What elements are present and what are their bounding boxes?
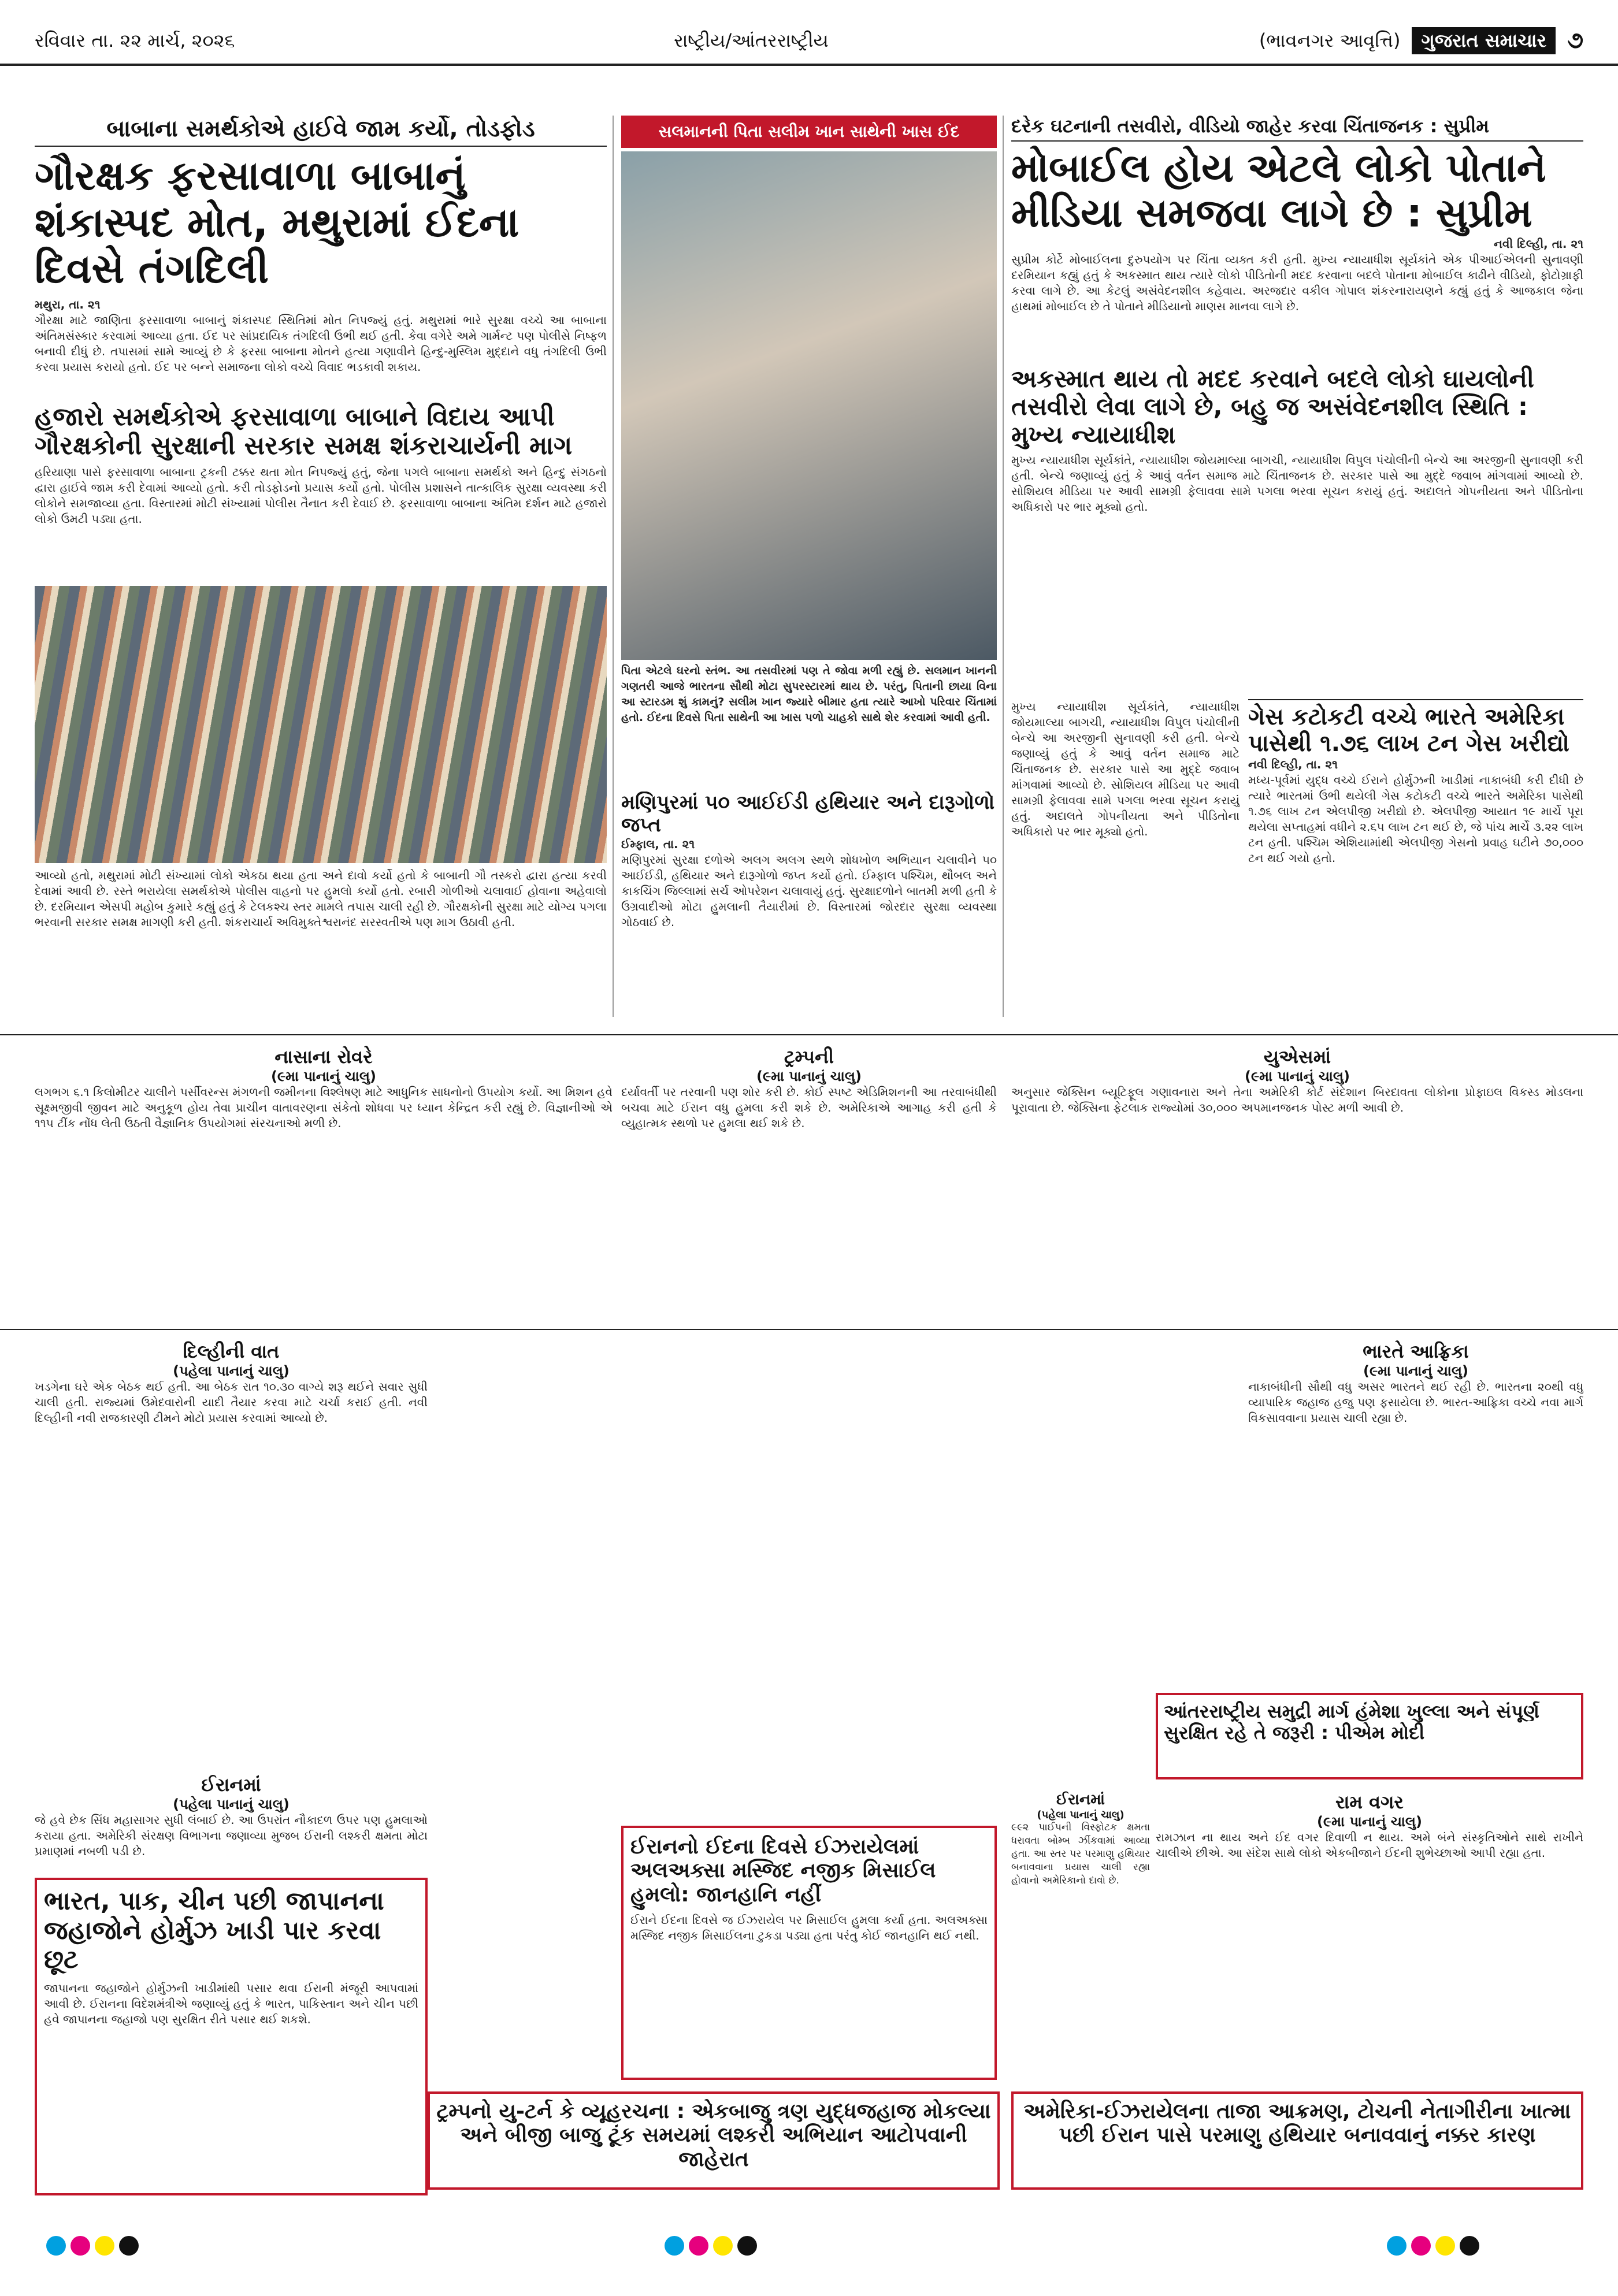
cont-body: ૯૯૨ પાઈપની વિસ્ફોટક ક્ષમતા ધરાવતા બોમ્બ ઝીંકવામાં આવ્યા હતા. આ સ્તર પર પરમાણુ હથિયાર બનાવવાના પ્રયાસ ચાલી રહ્યા હોવાનો અમેરિકાનો દાવો છે. (1011, 1822, 1150, 1886)
supreme-body-1: સુપ્રીમ કોર્ટે મોબાઈલના દુરુપયોગ પર ચિંતા વ્યક્ત કરી હતી. મુખ્ય ન્યાયાધીશ સૂર્યકાંતે એક પીઆઈએલની સુનાવણી દરમિયાન કહ્યું હતું કે અકસ્માત થાય ત્યારે લોકો પીડિતોની મદદ કરવાના બદલે પોતાના મોબાઈલ કાઢીને વીડિયો, ફોટોગ્રાફી કરવા લાગે છે. આ કેટલું અસંવેદનશીલ કહેવાય. અરજદાર વકીલ ગોપાલ શંકરનારાયણને કહ્યું હતું કે આજકાલ જેના હાથમાં મોબાઈલ છે તે પોતાને મીડિયાનો માણસ માનવા લાગે છે. (1011, 252, 1583, 314)
left-dateline: મથુરા, તા. ૨૧ (35, 297, 101, 311)
left-kicker: બાબાના સમર્થકોએ હાઈવે જામ કર્યો, તોડફોડ (35, 116, 607, 147)
cont-title: ઈરાનમાં (201, 1774, 261, 1796)
cont-title: રામ વગર (1335, 1791, 1404, 1813)
cont-title: યુએસમાં (1263, 1046, 1331, 1068)
attack-box (1011, 2091, 1583, 2190)
header-rule (0, 64, 1618, 66)
gas-story (1248, 699, 1583, 1023)
gas-dateline: નવી દિલ્હી, તા. ૨૧ (1248, 757, 1338, 771)
supreme-body-2: મુખ્ય ન્યાયાધીશ સૂર્યકાંતે, ન્યાયાધીશ જોયમાલ્યા બાગચી, ન્યાયાધીશ વિપુલ પંચોલીની બેન્ચે આ અરજીની સુનાવણી કરી હતી. બેન્ચે જણાવ્યું હતું કે આવું વર્તન સમાજ માટે ચિંતાજનક છે. સરકાર પાસે આ મુદ્દે જવાબ માંગવામાં આવ્યો છે. સોશિયલ મીડિયા પર આવી સામગ્રી ફેલાવવા સામે પગલા ભરવા સૂચન કરાયું હતું. અદાલતે ગોપનીયતા અને પીડિતોના અધિકારો પર ભાર મૂક્યો હતો. (1011, 453, 1583, 514)
cont-iran-right (1011, 1791, 1150, 2091)
header-date: રવિવાર તા. ૨૨ માર્ચ, ૨૦૨૬ (35, 29, 235, 51)
fold-rule (0, 1034, 1618, 1035)
left-subhead: હજારો સમર્થકોએ ફરસાવાળા બાબાને વિદાય આપી ગૌરક્ષકોની સુરક્ષાની સરકાર સમક્ષ શંકરાચાર્યની માગ (35, 402, 573, 461)
left-body-2: હરિયાણા પાસે ફરસાવાળા બાબાના ટ્રકની ટક્કર થતા મોત નિપજ્યું હતું, જેના પગલે બાબાના સમર્થકો અને હિન્દુ સંગઠનો દ્વારા હાઈવે જામ કરી દેવામાં આવ્યો હતો. કરી તોડફોડનો પ્રયાસ કર્યો હતો. પોલીસ પ્રશાસને તાત્કાલિક સુરક્ષા વ્યવસ્થા કરી લોકોને સમજાવ્યા હતા. વિસ્તારમાં મોટી સંખ્યામાં પોલીસ તૈનાત કરી દેવાઈ છે. ફરસાવાળા બાબાના અંતિમ દર્શન માટે હજારો લોકો ઉમટી પડ્યા હતા. (35, 465, 607, 526)
cont-title: દિલ્હીની વાત (183, 1340, 280, 1362)
print-color-bar-center (665, 2236, 953, 2265)
gas-body: મધ્ય-પૂર્વમાં યુદ્ધ વચ્ચે ઈરાને હોર્મુઝની ખાડીમાં નાકાબંધી કરી દીધી છે ત્યારે ભારતમાં ઉભી થયેલી ગેસ કટોકટી વચ્ચે ભારતે અમેરિકા પાસેથી ૧.૭૬ લાખ ટન એલપીજી ખરીદ્યો છે. એલપીજી આયાત ૧૯ માર્ચે પૂરા થયેલા સપ્તાહમાં વધીને ૨.૬૫ લાખ ટન થઈ છે, જે પાંચ માર્ચે ૩.૨૨ લાખ ટન હતી. પશ્ચિમ એશિયામાંથી એલપીજી ગેસનો પ્રવાહ ઘટીને ૭૦,૦૦૦ ટન થઈ ગયો હતો. (1248, 773, 1583, 865)
cont-title: નાસાના રોવરે (274, 1046, 373, 1068)
hormuz-body: જાપાનના જહાજોને હોર્મુઝની ખાડીમાંથી પસાર થવા ઈરાની મંજૂરી આપવામાં આવી છે. ઈરાનના વિદેશમંત્રીએ જણાવ્યું હતું કે ભારત, પાકિસ્તાન અને ચીન પછી હવે જાપાનના જહાજો પણ સુરક્ષિત રીતે પસાર થઈ શકશે. (44, 1981, 418, 2026)
hormuz-box (35, 1878, 428, 2195)
left-headline: ગૌરક્ષક ફરસાવાળા બાબાનું શંકાસ્પદ મોત, મથુરામાં ઈદના દિવસે તંગદિલી (35, 152, 519, 292)
manipur-body: મણિપુરમાં સુરક્ષા દળોએ અલગ અલગ સ્થળે શોધખોળ અભિયાન ચલાવીને ૫૦ આઈઈડી, હથિયાર અને દારૂગોળો જપ્ત કર્યો હતો. ઈમ્ફાલ પશ્ચિમ, થૌબલ અને કાકચિંગ જિલ્લામાં સર્ચ ઓપરેશન ચલાવાયું હતું. સુરક્ષાદળોને બાતમી મળી હતી કે ઉગ્રવાદીઓ મોટા હુમલાની તૈયારીમાં છે. વિસ્તારમાં જોરદાર સુરક્ષા વ્યવસ્થા ગોઠવાઈ છે. (621, 853, 997, 930)
gas-headline: ગેસ કટોકટી વચ્ચે ભારતે અમેરિકા પાસેથી ૧.૭૬ લાખ ટન ગેસ ખરીદ્યો (1248, 699, 1583, 757)
header-right (1063, 27, 1583, 54)
left-story (35, 116, 607, 1040)
photo-caption: પિતા એટલે ઘરનો સ્તંભ. આ તસવીરમાં પણ તે જોવા મળી રહ્યું છે. સલમાન ખાનની ગણતરી આજે ભારતના સૌથી મોટા સુપરસ્ટારમાં થાય છે. પરંતુ, પિતાની છાયા વિના આ સ્ટારડમ શું કામનું? સલીમ ખાન જ્યારે બીમાર હતા ત્યારે આખો પરિવાર ચિંતામાં હતો. ઈદના દિવસે પિતા સાથેની આ ખાસ પળો ચાહકો સાથે શેર કરવામાં આવી હતી. (621, 664, 997, 724)
cont-body: નાકાબંધીની સૌથી વધુ અસર ભારતને થઈ રહી છે. ભારતના ૨૦થી વધુ વ્યાપારિક જહાજ હજુ પણ ફસાયેલા છે. ભારત-આફ્રિકા વચ્ચે નવા માર્ગ વિકસાવવાના પ્રયાસ ચાલી રહ્યા છે. (1248, 1380, 1583, 1425)
cont-from: (પહેલા પાનાનું ચાલુ) (173, 1796, 290, 1812)
cont-body: અનુસાર જેક્સિન બ્યૂટિફૂલ ગણાવનારા અને તેના અમેરિકી કોર્ટ સંદેશાન બિરદાવતા લોકોના પ્રોફાઇલ વિકસ્ડ મોડલના પૂરાવાતા છે. જેક્સિના ફેટલાક રાજ્યોમાં ૩૦,૦૦૦ અપમાનજનક પોસ્ટ મળી આવી છે. (1011, 1085, 1583, 1114)
supreme-story (1011, 116, 1583, 693)
trump-box (428, 2091, 1000, 2190)
cont-body: જે હવે છેક સિંધ મહાસાગર સુધી લંબાઈ છે. આ ઉપરાંત નૌકાદળ ઉપર પણ હુમલાઓ કરાયા હતા. અમેરિકી સંરક્ષણ વિભાગના જણાવ્યા મુજબ ઈરાની લશ્કરી ક્ષમતા મોટા પ્રમાણમાં નબળી પડી છે. (35, 1813, 428, 1858)
cont-title: ઈરાનમાં (1056, 1791, 1105, 1808)
israel-headline: ઈરાનનો ઈદના દિવસે ઈઝરાયેલમાં અલઅક્સા મસ્જિદ નજીક મિસાઈલ હુમલો: જાનહાનિ નહીં (630, 1835, 936, 1907)
cont-from: (પહેલા પાનાનું ચાલુ) (173, 1363, 290, 1379)
supreme-kicker: દરેક ઘટનાની તસવીરો, વીડિયો જાહેર કરવા ચિંતાજનક : સુપ્રીમ (1011, 116, 1583, 142)
column-rule (1003, 116, 1004, 1017)
supreme-headline: મોબાઈલ હોય એટલે લોકો પોતાને મીડિયા સમજવા લાગે છે : સુપ્રીમ (1011, 145, 1546, 236)
attack-headline: અમેરિકા-ઈઝરાયેલના તાજા આક્રમણ, ટોચની નેતાગીરીના ખાત્મા પછી ઈરાન પાસે પરમાણુ હથિયાર બનાવવાનું નક્કર કારણ (1023, 2100, 1571, 2148)
cont-title: ટ્રમ્પની (784, 1046, 834, 1068)
header-section: રાષ્ટ્રીય/આંતરરાષ્ટ્રીય (674, 29, 829, 51)
pm-box (1156, 1693, 1583, 1779)
cont-africa (1248, 1340, 1583, 1687)
pm-headline: આંતરરાષ્ટ્રીય સમુદ્રી માર્ગ હંમેશા ખુલ્લા અને સંપૂર્ણ સુરક્ષિત રહે તે જરૂરી : પીએમ મોદી (1164, 1700, 1539, 1744)
supreme-body-continued: મુખ્ય ન્યાયાધીશ સૂર્યકાંતે, ન્યાયાધીશ જોયમાલ્યા બાગચી, ન્યાયાધીશ વિપુલ પંચોલીની બેન્ચે આ અરજીની સુનાવણી કરી હતી. બેન્ચે જણાવ્યું હતું કે આવું વર્તન સમાજ માટે ચિંતાજનક છે. સરકાર પાસે આ મુદ્દે જવાબ માંગવામાં આવ્યો છે. સોશિયલ મીડિયા પર આવી સામગ્રી ફેલાવવા સામે પગલા ભરવા સૂચન કરાયું હતું. અદાલતે ગોપનીયતા અને પીડિતોના અધિકારો પર ભાર મૂક્યો હતો. (1011, 700, 1240, 838)
hormuz-headline: ભારત, પાક, ચીન પછી જાપાનના જહાજોને હોર્મુઝ ખાડી પાર કરવા છૂટ (44, 1886, 384, 1975)
print-color-bar-right (1387, 2236, 1595, 2265)
page-header (35, 23, 1583, 58)
manipur-story (621, 792, 997, 1023)
cont-title: ભારતે આફ્રિકા (1363, 1340, 1469, 1362)
left-body-1: ગૌરક્ષા માટે જાણિતા ફરસાવાળા બાબાનું શંકાસ્પદ સ્થિતિમાં મોત નિપજ્યું હતું. મથુરામાં ભારે સુરક્ષા વચ્ચે આ બાબાના અંતિમસંસ્કાર કરવામાં આવ્યા હતા. ઈદ પર સાંપ્રદાયિક તંગદિલી ઉભી થઈ હતી. કેવા વગેરે અમે ગાર્મન્ટ પણ પોલીસે નિષ્ફળ બનાવી દીધું છે. તપાસમાં સામે આવ્યું છે કે ફરસા બાબાના મોતને હત્યા ગણાવીને હિન્દુ-મુસ્લિમ મુદ્દાને વધુ તંગદિલી ઉભી કરવા પ્રયાસ કરાયો હતો. ઈદ પર બન્ને સમાજના લોકો વચ્ચે વિવાદ ભડકાવી શકાય. (35, 313, 607, 374)
supreme-lower-text-area (1011, 699, 1240, 1023)
cont-body: દર્યાવર્તી પર તરવાની પણ શોર કરી છે. કોઈ સ્પષ્ટ એડિમિશનની આ તરવાબંધીથી બચવા માટે ઈરાન વધુ હુમલા કરી શકે છે. અમેરિકાએ આગાહ કરી હતી કે વ્યુહાત્મક સ્થળો પર હુમલા થઈ શકે છે. (621, 1085, 997, 1130)
cont-body: રામઝાન ના થાય અને ઈદ વગર દિવાળી ન થાય. અમે બંને સંસ્કૃતિઓને સાથે રાખીને ચાલીએ છીએ. આ સંદેશ સાથે લોકો એકબીજાને ઈદની શુભેચ્છાઓ આપી રહ્યા હતા. (1156, 1830, 1583, 1860)
supreme-subhead: અકસ્માત થાય તો મદદ કરવાને બદલે લોકો ઘાયલોની તસવીરો લેવા લાગે છે, બહુ જ અસંવેદનશીલ સ્થિતિ : મુખ્ય ન્યાયાધીશ (1011, 365, 1534, 449)
cont-ram (1156, 1791, 1583, 2091)
newspaper-logo: ગુજરાત સમાચાર (1412, 27, 1556, 54)
cont-delhi (35, 1340, 428, 1762)
cont-from: (૯મા પાનાનું ચાલુ) (756, 1068, 862, 1084)
section-rule (0, 1329, 1618, 1330)
cont-from: (પહેલા પાનાનું ચાલુ) (1037, 1809, 1125, 1821)
print-color-bar-left (46, 2236, 335, 2265)
cont-body: ખડગેના ઘરે એક બેઠક થઈ હતી. આ બેઠક રાત ૧૦.૩૦ વાગ્યે શરૂ થઈને સવાર સુધી ચાલી હતી. રાજ્યમાં ઉમેદવારોની યાદી તૈયાર કરવા માટે ચર્ચા કરાઈ હતી. નવી દિલ્હીની નવી રાજકારણી ટીમને મોટો પ્રયાસ કરવામાં આવ્યો છે. (35, 1380, 428, 1425)
photo-banner: સલમાનની પિતા સલીમ ખાન સાથેની ખાસ ઈદ (621, 116, 997, 148)
trump-headline: ટ્રમ્પનો યુ-ટર્ન કે વ્યૂહરચના : એકબાજુ ત્રણ યુદ્ધજહાજ મોકલ્યા અને બીજી બાજુ ટૂંક સમયમાં લશ્કરી અભિયાન આટોપવાની જાહેરાત (436, 2100, 991, 2171)
cont-nasa (35, 1046, 613, 1323)
left-body-3: આવ્યો હતો, મથુરામાં મોટી સંખ્યામાં લોકો એકઠા થયા હતા અને દાવો કર્યો હતો કે બાબાની ગૌ તસ્કરો દ્વારા હત્યા કરવી દેવામાં આવી છે. રસ્તે ભરાયેલા સમર્થકોએ પોલીસ વાહનો પર હુમલો કર્યો હતો. રબારી ગોળીઓ ચલાવાઈ હોવાના અહેવાલો છે. દરમિયાન એસપી મહોબ કુમારે કહ્યું હતું કે ટેલકશ્ચ સ્તર મામલે તપાસ ચાલી રહી છે. ગૌરક્ષકોની સુરક્ષા માટે યોગ્ય પગલા ભરવાની સરકાર સમક્ષ માગણી કરી હતી. શંકરાચાર્ય અવિમુક્તેશ્વરાનંદ સરસ્વતીએ પણ માગ ઉઠાવી હતી. (35, 868, 607, 929)
cont-from: (૯મા પાનાનું ચાલુ) (1244, 1068, 1350, 1084)
crowd-photo (35, 586, 607, 863)
israel-body: ઈરાને ઈદના દિવસે જ ઈઝરાયેલ પર મિસાઈલ હુમલા કર્યા હતા. અલઅક્સા મસ્જિદ નજીક મિસાઈલના ટુકડા પડ્યા હતા પરંતુ કોઈ જાનહાનિ થઈ નથી. (630, 1913, 988, 1943)
column-rule (613, 116, 614, 1017)
supreme-dateline: નવી દિલ્હી, તા. ૨૧ (1494, 237, 1583, 251)
cont-body: લગભગ ૬.૧ કિલોમીટર ચાલીને પર્સીવરન્સ મંગળની જમીનના વિશ્લેષણ માટે આધુનિક સાધનોનો ઉપયોગ કર્યો. આ મિશન હવે સૂક્ષ્મજીવી જીવન માટે અનુકૂળ હોય તેવા પ્રાચીન વાતાવરણના સંકેતો શોધવા પર ધ્યાન કેન્દ્રિત કરી રહ્યું છે. વિજ્ઞાનીઓ એ ૧૧૫ ટીંક નોંધ લેતી ઉઠતી વૈજ્ઞાનિક ઉપયોગમાં સંરચનાઓ મળી છે. (35, 1085, 613, 1130)
cont-trump (621, 1046, 997, 1323)
cont-from: (૯મા પાનાનું ચાલુ) (1363, 1363, 1468, 1379)
salman-photo (621, 151, 997, 660)
photo-story (621, 116, 997, 786)
cont-us (1011, 1046, 1583, 1323)
israel-box (621, 1826, 997, 2080)
manipur-dateline: ઈમ્ફાલ, તા. ૨૧ (621, 837, 695, 852)
page-number: ૭ (1567, 27, 1583, 54)
manipur-headline: મણિપુરમાં ૫૦ આઈઈડી હથિયાર અને દારૂગોળો જપ્ત (621, 792, 995, 837)
cont-from: (૯મા પાનાનું ચાલુ) (1316, 1814, 1422, 1830)
header-edition: (ભાવનગર આવૃત્તિ) (1259, 29, 1401, 51)
cont-from: (૯મા પાનાનું ચાલુ) (270, 1068, 376, 1084)
